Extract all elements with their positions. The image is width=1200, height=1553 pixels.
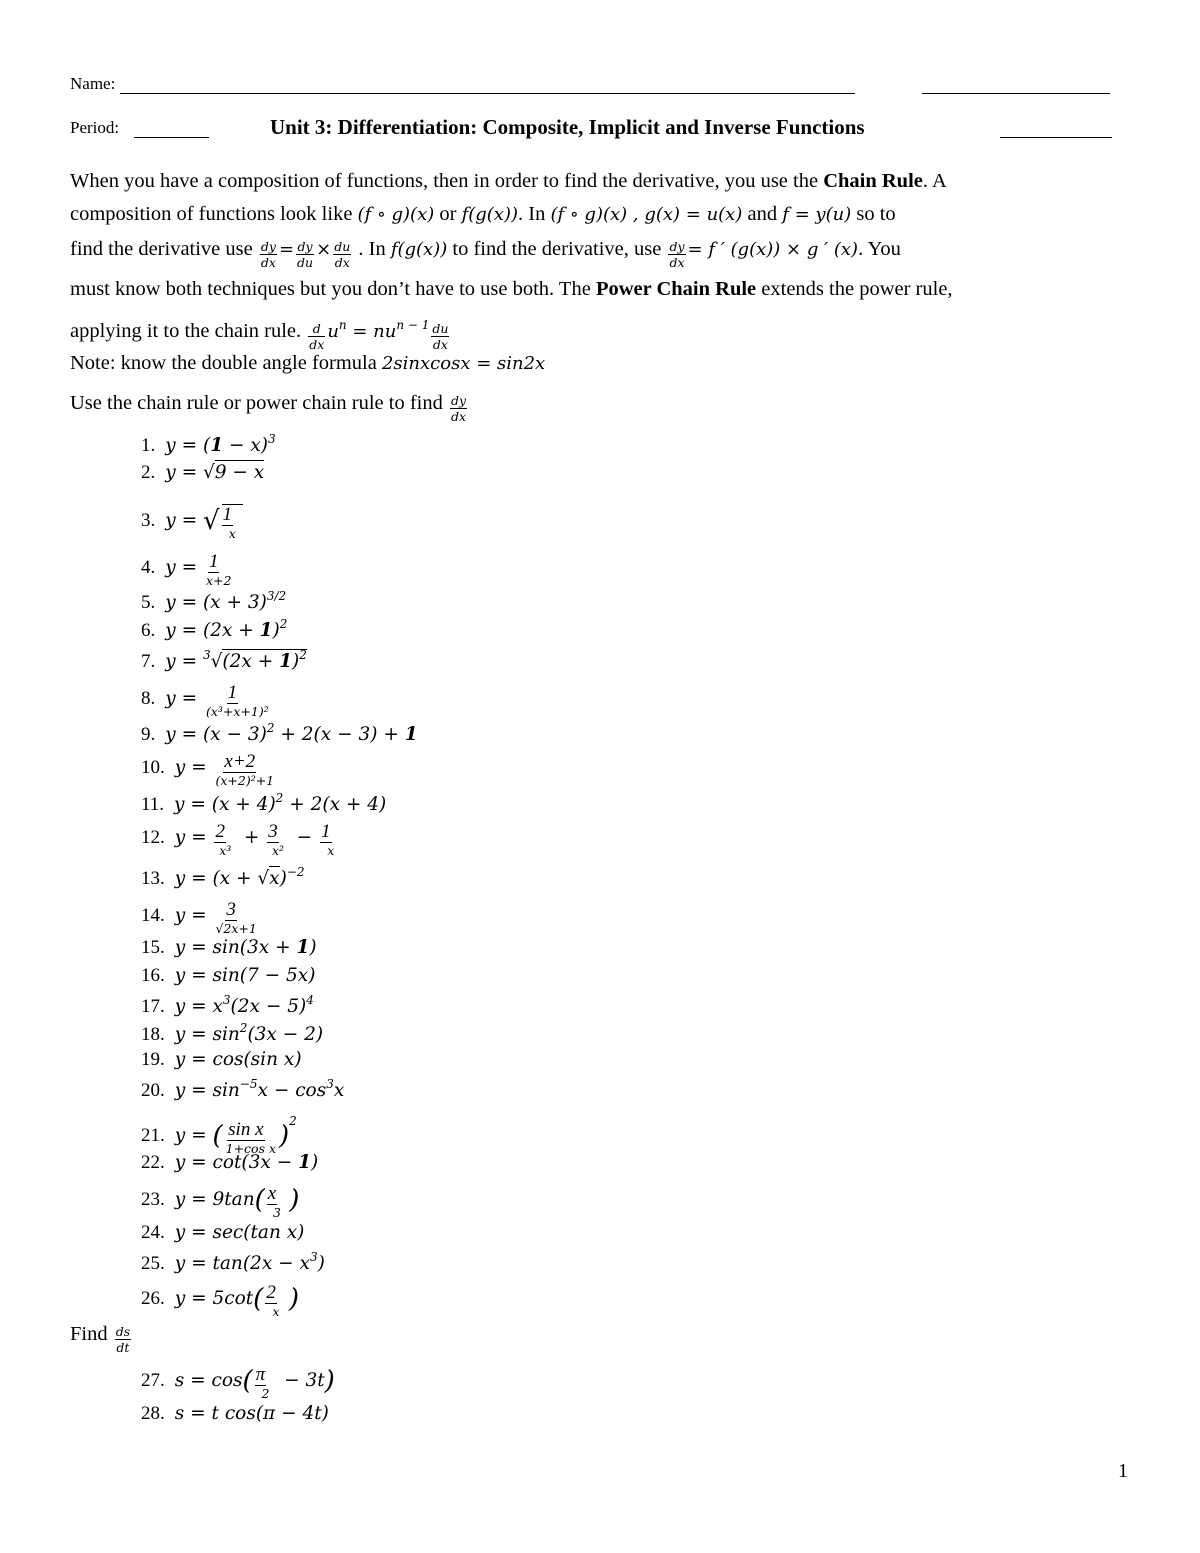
- name-label: Name:: [70, 74, 116, 93]
- math-inline: f = y(u): [782, 204, 852, 225]
- frac-num: du: [334, 238, 351, 254]
- name-line: [120, 93, 855, 94]
- intro-text: and: [742, 203, 783, 225]
- frac-den: dx: [450, 409, 467, 424]
- problem-12: 12. $y = \frac{2}{\text{x³}}$ + $\frac{3}{\text{x²}}$ − $\frac{1}{x}$: [141, 821, 335, 858]
- problem-11: 11. $y = (x + 4)^2 + 2(x + 4)$: [141, 791, 387, 815]
- problem-7: 7. $y = ^3√(2x + 1)^2$: [141, 648, 307, 672]
- period-label: Period:: [70, 118, 120, 137]
- problem-17: 17. $y = x^3(2x - 5)^4$: [141, 993, 314, 1017]
- intro-line-5: applying it to the chain rule. $\frac{d}{dx}$ $u^n = nu^{n - 1}$ $\frac{du}{dx}$: [70, 318, 449, 352]
- problem-1: 1. $y = (1 - x)^3$: [141, 432, 276, 456]
- section-1-label: [70, 392, 469, 424]
- problem-24: 24. y = sec(tan x): [141, 1222, 305, 1243]
- problem-5: 5. $y = (x + 3)^{3/2}$: [141, 589, 287, 613]
- title-blank-line: [1000, 137, 1112, 138]
- intro-paragraph: [70, 165, 1130, 379]
- frac-num: dy: [669, 238, 685, 254]
- frac-den: dx: [260, 255, 276, 270]
- intro-text: or: [434, 203, 462, 225]
- du-dx-fraction: [333, 238, 351, 270]
- intro-text: find the derivative use: [70, 238, 258, 260]
- intro-text: to find the derivative, use: [447, 238, 667, 260]
- math-inline: (f ∘ g)(x): [357, 204, 435, 225]
- frac-num: dy: [450, 392, 467, 408]
- intro-text: composition of functions look like: [70, 203, 358, 225]
- problem-3: 3. y = √ $\frac{1}{x}$: [141, 504, 245, 541]
- math-inline: (f ∘ g)(x) , g(x) = u(x): [550, 204, 743, 225]
- intro-text: so to: [851, 203, 896, 225]
- intro-line-6: [70, 347, 1130, 379]
- frac-num: dy: [260, 238, 276, 254]
- section-text: Use the chain rule or power chain rule to find: [70, 392, 448, 414]
- problem-27: 27. $s = \cos( \frac{\pi}{2}$ − 3t): [141, 1364, 335, 1401]
- frac-num: du: [432, 320, 449, 336]
- problem-6: 6. $y = (2x + 1)^2$: [141, 617, 288, 641]
- problem-20: 20. $y = \sin^{-5}x - \cos^3x$: [141, 1077, 345, 1101]
- problem-16: 16. y = sin(7 − 5x): [141, 965, 316, 986]
- math-inline: f(g(x)): [390, 239, 448, 260]
- frac-den: dx: [432, 337, 448, 352]
- frac-den: du: [297, 255, 314, 270]
- power-chain-rule-term: Power Chain Rule: [595, 278, 757, 300]
- problem-9: 9. $y = (x - 3)^2 + 2(x - 3) + 1$: [141, 721, 418, 745]
- problem-25: 25. $y = \tan(2x - x^3)$: [141, 1250, 325, 1274]
- intro-line-4: [70, 273, 1130, 305]
- problem-23: 23. $y = 9\tan( \frac{x}{3}$ ): [141, 1183, 300, 1220]
- problem-4: 4. $y = \frac{1}{x+2}$: [141, 551, 232, 588]
- problem-19: 19. y = cos(sin x): [141, 1049, 302, 1070]
- problem-18: 18. $y = \sin^2(3x - 2)$: [141, 1021, 324, 1045]
- chain-rule-term: Chain Rule: [823, 170, 923, 192]
- ds-dt-fraction: [115, 1323, 131, 1355]
- frac-den: dx: [309, 337, 325, 352]
- intro-text: extends the power rule,: [756, 278, 953, 300]
- intro-text: applying it to the chain rule.: [70, 320, 307, 342]
- frac-den: dt: [116, 1340, 130, 1355]
- intro-line-3: find the derivative use $\frac{dy}{dx}$ = $\frac{dy}{du}$ × $\frac{du}{dx}$ . In f(g(x)) to find the derivative, use $\frac{dy}{dx}$ = f ′ (g(x)) × g ′ (x). You: [70, 238, 901, 270]
- math-inline: f(g(x)): [461, 204, 519, 225]
- problem-14: 14. $y = \frac{3}{√2x+1}$: [141, 899, 257, 936]
- frac-num: dy: [297, 238, 313, 254]
- frac-den: dx: [669, 255, 685, 270]
- period-line: [134, 137, 209, 138]
- math-inline: = f ′ (g(x)) × g ′ (x): [687, 239, 859, 260]
- page-title: Unit 3: Differentiation: Composite, Implicit and Inverse Functions: [270, 115, 865, 139]
- intro-text: When you have a composition of functions, then in order to find the derivative, you use the: [70, 170, 824, 192]
- frac-den: dx: [334, 255, 350, 270]
- section-2-label: [70, 1323, 133, 1355]
- dy-dx-fraction: [668, 238, 685, 270]
- frac-num: d: [308, 323, 325, 338]
- problem-26: 26. $y = 5\cot( \frac{2}{x}$ ): [141, 1282, 299, 1319]
- intro-line-2: [70, 198, 1130, 231]
- problem-21: 21. y = ( $\frac{\text{sin x}}{\text{1+cos x}}$ )$^2$: [141, 1114, 297, 1156]
- page-number: 1: [1118, 1460, 1128, 1482]
- intro-text: . A: [922, 170, 947, 192]
- section-text: Find: [70, 1323, 113, 1345]
- double-angle-formula: 2sinxcosx = sin2x: [381, 353, 546, 374]
- dy-dx-fraction: [260, 238, 277, 270]
- dy-du-fraction: [296, 238, 314, 270]
- intro-line-1: [70, 165, 1130, 198]
- intro-text: . In: [353, 238, 391, 260]
- problem-8: 8. $y = \frac{1}{\text{(x³+x+1)²}}$: [141, 682, 269, 719]
- dy-dx-fraction: [450, 392, 467, 424]
- problem-13: 13. $y = (x + √x)^{-2}$: [141, 865, 305, 889]
- intro-text: must know both techniques but you don’t have to use both. The: [70, 278, 596, 300]
- intro-text: Note: know the double angle formula: [70, 352, 382, 374]
- blank-line-right: [922, 93, 1110, 94]
- problem-2: 2. y = √9 − x: [141, 462, 265, 483]
- problem-22: 22. y = cot(3x − 1): [141, 1152, 319, 1173]
- problem-15: 15. y = sin(3x + 1): [141, 937, 317, 958]
- problem-28: 28. s = t cos(π − 4t): [141, 1403, 329, 1424]
- intro-text: . You: [858, 238, 901, 260]
- problem-10: 10. $y = \frac{x+2}{\text{(x+2)²+1}}$: [141, 751, 275, 788]
- frac-num: ds: [115, 1323, 131, 1339]
- intro-text: . In: [518, 203, 551, 225]
